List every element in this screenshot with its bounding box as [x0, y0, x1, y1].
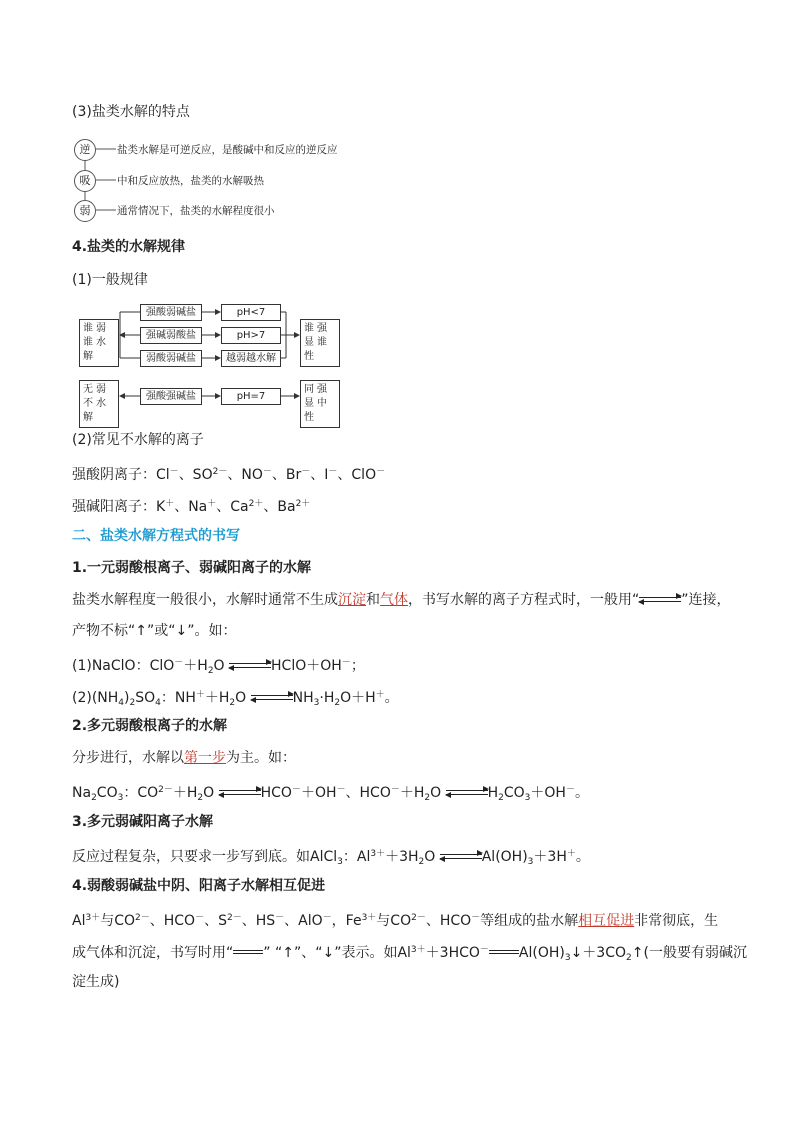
sec2-title: 二、盐类水解方程式的书写	[72, 528, 240, 544]
feature-text: 盐类水解是可逆反应，是酸碱中和反应的逆反应	[117, 144, 338, 156]
p2-text: 分步进行，水解以第一步为主。如：	[72, 750, 296, 766]
flow-result: pH=7	[221, 388, 281, 405]
p4-line2: 成气体和沉淀，书写时用“ ” “↑”、“↓”表示。如$Al^{3+}+3HCO^-$ $Al(OH)_3↓+3CO_2↑$(一般要有弱碱沉	[72, 945, 747, 963]
flow-result: 越弱越水解	[221, 350, 281, 367]
s4-2-title: (2)常见不水解的离子	[72, 432, 204, 448]
feature-text: 中和反应放热，盐类的水解吸热	[117, 175, 264, 187]
flow-right-top: 谁强显谁性	[300, 319, 340, 367]
p4-text: $Al^{3+}$与$CO^{2-}$、HCO－、$S^{2-}$、HS－、AlO－，$Fe^{3+}$与$CO^{2-}$、HCO－等组成的盐水解相互促进非常彻底，生	[72, 913, 719, 929]
flow-left-bottom: 无弱不水解	[79, 380, 119, 428]
feature-text: 通常情况下，盐类的水解程度很小	[117, 205, 275, 217]
feature-circle: 吸	[74, 170, 96, 192]
p1-line2: 产物不标“↑”或“↓”。如：	[72, 623, 237, 639]
s4-1-title: (1)一般规律	[72, 272, 148, 288]
flow-salt: 弱酸弱碱盐	[140, 350, 202, 367]
p4-title: 4.弱酸弱碱盐中阴、阳离子水解相互促进	[72, 878, 326, 894]
flow-salt: 强酸弱碱盐	[140, 304, 202, 321]
eq-na2co3: $Na_2CO_3$：$CO^{2-}+H_2O$ HCO－＋OH－、$HCO^-+H_2O$ $H_2CO_3+OH^-$。	[72, 785, 589, 803]
flow-result: pH<7	[221, 304, 281, 321]
p2-title: 2.多元弱酸根离子的水解	[72, 718, 228, 734]
feature-circle: 弱	[74, 200, 96, 222]
eq-alcl3: 反应过程复杂，只要求一步写到底。如AlCl$_3$：$Al^{3+}+3H_2O$ $Al(OH)_3+3H^+$。	[72, 849, 590, 867]
eq-naclo: (1)NaClO：$ClO^-+H_2O$ HClO＋OH－；	[72, 658, 365, 676]
p3-title: 3.多元弱碱阳离子水解	[72, 814, 214, 830]
strong-acid-anions: 强酸阴离子：Cl－、$SO^{2-}$、NO－、Br－、I－、ClO－	[72, 467, 386, 483]
flow-salt: 强碱弱酸盐	[140, 327, 202, 344]
s3-title: (3)盐类水解的特点	[72, 104, 190, 120]
eq-nh4: $(2)(NH_4)_2SO_4$：$NH^++H_2O$ $NH_3\cdot H_2O+H^+$。	[72, 690, 399, 708]
p4-line3: 淀生成)	[72, 974, 120, 990]
flow-left-top: 谁弱谁水解	[79, 319, 119, 367]
flow-right-bottom: 同强显中性	[300, 380, 340, 428]
feature-circle: 逆	[74, 139, 96, 161]
strong-base-cations: 强碱阳离子：K＋、Na＋、$Ca^{2+}$、$Ba^{2+}$	[72, 499, 311, 515]
flow-result: pH>7	[221, 327, 281, 344]
s4-title: 4.盐类的水解规律	[72, 239, 186, 255]
p1-title: 1.一元弱酸根离子、弱碱阳离子的水解	[72, 560, 312, 576]
p1-text: 盐类水解程度一般很小，水解时通常不生成沉淀和气体，书写水解的离子方程式时，一般用“ ”连接，	[72, 592, 731, 608]
flow-salt: 强酸强碱盐	[140, 388, 202, 405]
